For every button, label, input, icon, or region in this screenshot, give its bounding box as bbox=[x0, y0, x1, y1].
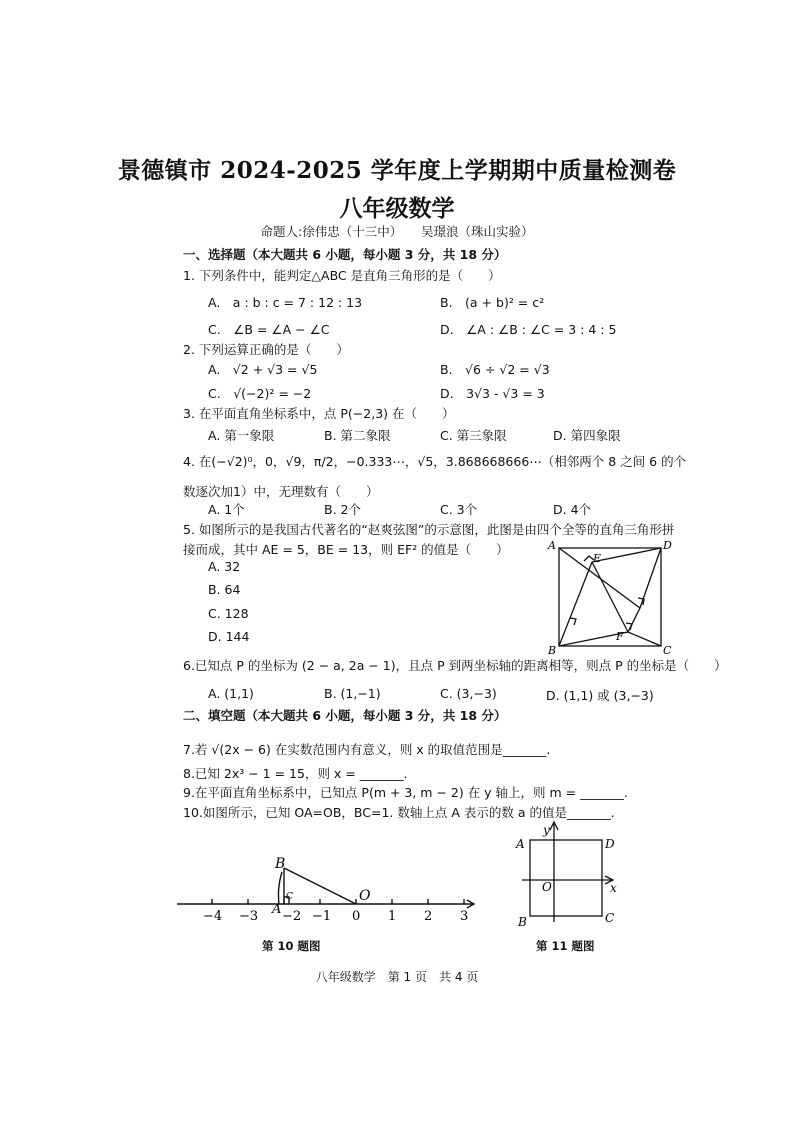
question-2: 2. 下列运算正确的是（ ） bbox=[183, 342, 349, 357]
label-f: F bbox=[616, 630, 624, 643]
label-a: A bbox=[516, 837, 525, 851]
question-3: 3. 在平面直角坐标系中，点 P(−2,3) 在（ ） bbox=[183, 406, 455, 421]
q4-option-c: C. 3个 bbox=[440, 502, 478, 517]
label-d: D bbox=[605, 837, 615, 851]
label-o: O bbox=[359, 888, 371, 904]
figure-11-caption: 第 11 题图 bbox=[536, 939, 595, 953]
q1-option-a: A. a : b : c = 7 : 12 : 13 bbox=[208, 295, 363, 310]
label-b: B bbox=[518, 915, 527, 929]
q1-option-c: C. ∠B = ∠A − ∠C bbox=[208, 322, 330, 337]
q2-option-d: D. 3√3 - √3 = 3 bbox=[440, 386, 545, 401]
segment-bo bbox=[284, 868, 356, 904]
question-1: 1. 下列条件中，能判定△ABC 是直角三角形的是（ ） bbox=[183, 268, 501, 283]
question-4: 4. 在(−√2)⁰，0，√9，π/2，−0.333⋯，√5，3.868668666⋯（相邻两个 8 之间 6 的个 bbox=[183, 454, 687, 469]
section-heading-fill: 二、填空题（本大题共 6 小题，每小题 3 分，共 18 分） bbox=[183, 708, 507, 723]
q4-option-a: A. 1个 bbox=[208, 502, 245, 517]
question-4-cont: 数逐次加1）中，无理数有（ ） bbox=[183, 484, 379, 499]
line-b-e bbox=[559, 562, 592, 646]
label-b: B bbox=[548, 644, 557, 656]
label-c: C bbox=[605, 911, 615, 925]
page-footer: 八年级数学 第 1 页 共 4 页 bbox=[315, 970, 479, 984]
zhao-shuang-diagram bbox=[540, 538, 672, 656]
q4-option-b: B. 2个 bbox=[324, 502, 361, 517]
q3-option-b: B. 第二象限 bbox=[324, 428, 391, 443]
label-a: A bbox=[548, 539, 556, 552]
exam-authors: 命题人:徐伟忠（十三中） 吴璟浪（珠山实验） bbox=[260, 224, 534, 239]
q2-option-b: B. √6 ÷ √2 = √3 bbox=[440, 362, 550, 377]
label-c: C bbox=[663, 644, 672, 656]
tick-label-neg1: −1 bbox=[312, 909, 332, 922]
tick-label-3: 3 bbox=[460, 909, 469, 922]
q3-option-c: C. 第三象限 bbox=[440, 428, 507, 443]
tick-label-0: 0 bbox=[352, 909, 361, 922]
q3-option-d: D. 第四象限 bbox=[553, 428, 621, 443]
q6-option-c: C. (3,−3) bbox=[440, 686, 497, 701]
question-7: 7.若 √(2x − 6) 在实数范围内有意义，则 x 的取值范围是_______. bbox=[183, 742, 551, 757]
q6-option-a: A. (1,1) bbox=[208, 686, 254, 701]
q6-option-b: B. (1,−1) bbox=[324, 686, 381, 701]
line-d-e bbox=[592, 548, 661, 562]
right-angle-mark-left bbox=[570, 618, 576, 625]
coordinate-square-figure bbox=[510, 818, 625, 930]
label-d: D bbox=[663, 539, 672, 552]
question-10: 10.如图所示，已知 OA=OB，BC=1. 数轴上点 A 表示的数 a 的值是_______. bbox=[183, 805, 615, 820]
q5-option-c: C. 128 bbox=[208, 606, 249, 621]
q1-option-d: D. ∠A : ∠B : ∠C = 3 : 4 : 5 bbox=[440, 322, 617, 337]
exam-title: 景德镇市 2024-2025 学年度上学期期中质量检测卷 bbox=[117, 157, 677, 184]
tick-label-neg2: −2 bbox=[282, 909, 302, 922]
label-b: B bbox=[275, 856, 286, 872]
q5-option-d: D. 144 bbox=[208, 629, 250, 644]
tick-label-2: 2 bbox=[424, 909, 433, 922]
q5-option-a: A. 32 bbox=[208, 559, 241, 574]
q5-option-b: B. 64 bbox=[208, 582, 241, 597]
square-abcd bbox=[530, 840, 602, 916]
exam-subtitle: 八年级数学 bbox=[339, 195, 455, 222]
line-c-f bbox=[628, 632, 661, 646]
question-9: 9.在平面直角坐标系中，已知点 P(m + 3, m − 2) 在 y 轴上，则 m = _______. bbox=[183, 785, 628, 800]
q2-option-a: A. √2 + √3 = √5 bbox=[208, 362, 318, 377]
label-o: O bbox=[542, 880, 552, 894]
q3-option-a: A. 第一象限 bbox=[208, 428, 275, 443]
question-8: 8.已知 2x³ − 1 = 15，则 x = _______. bbox=[183, 766, 408, 781]
number-line-figure bbox=[175, 852, 480, 922]
label-y: y bbox=[543, 823, 550, 837]
q6-option-d: D. (1,1) 或 (3,−3) bbox=[546, 688, 654, 703]
tick-label-1: 1 bbox=[388, 909, 397, 922]
tick-label-neg4: −4 bbox=[203, 909, 223, 922]
question-5: 5. 如图所示的是我国古代著名的“赵爽弦图”的示意图，此图是由四个全等的直角三角形拼 bbox=[183, 522, 675, 537]
label-a: A bbox=[272, 902, 282, 917]
question-5-cont: 接而成，其中 AE = 5，BE = 13，则 EF² 的值是（ ） bbox=[183, 542, 509, 557]
q4-option-d: D. 4个 bbox=[553, 502, 592, 517]
label-c: C bbox=[286, 892, 293, 902]
section-heading-choice: 一、选择题（本大题共 6 小题，每小题 3 分，共 18 分） bbox=[183, 247, 507, 262]
q1-option-b: B. (a + b)² = c² bbox=[440, 295, 545, 310]
segment-e-f bbox=[592, 562, 628, 632]
label-e: E bbox=[593, 552, 602, 565]
inner-edge bbox=[628, 608, 640, 632]
q2-option-c: C. √(−2)² = −2 bbox=[208, 386, 312, 401]
question-6: 6.已知点 P 的坐标为 (2 − a, 2a − 1)，且点 P 到两坐标轴的距离相等，则点 P 的坐标是（ ） bbox=[183, 658, 727, 673]
figure-10-caption: 第 10 题图 bbox=[262, 939, 321, 953]
arc-ob bbox=[278, 872, 282, 904]
label-x: x bbox=[610, 881, 617, 895]
tick-label-neg3: −3 bbox=[239, 909, 259, 922]
